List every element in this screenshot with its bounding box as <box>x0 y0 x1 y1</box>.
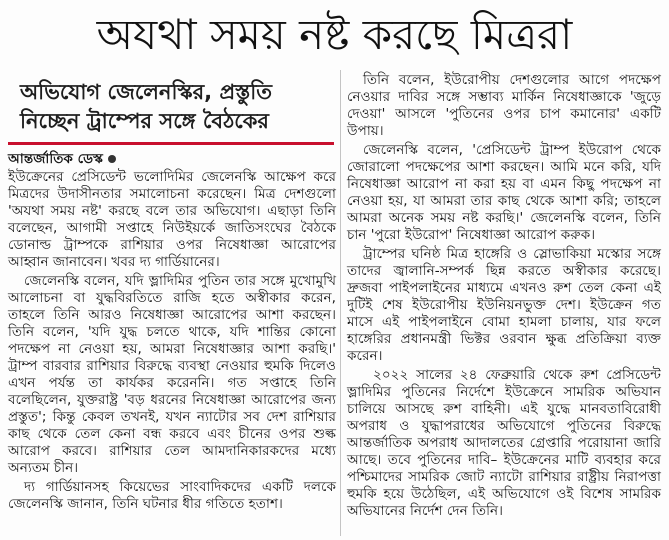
column-divider <box>340 70 341 536</box>
paragraph: জেলেনস্কি বলেন, 'প্রেসিডেন্ট ট্রাম্প ইউরোপ থেকে জোরালো পদক্ষেপের আশা করছেন। আমি মনে করি, যদি নিষেধাজ্ঞা আরোপ না করা হয় বা এমন কিছু পদক্ষেপ না নেওয়া হয়, যা আমরা তার কাছ থেকে আশা করি; তাহলে আমরা অনেক সময় নষ্ট করছি।' জেলেনস্কি বলেন, তিনি চান 'পুরো ইউরোপ' নিষেধাজ্ঞা আরোপ করুক। <box>347 142 661 243</box>
bullet-icon <box>108 155 116 163</box>
paragraph: জেলেনস্কি বলেন, যদি ভ্লাদিমির পুতিন তার সঙ্গে মুখোমুখি আলোচনা বা যুদ্ধবিরতিতে রাজি হতে অস্বীকার করেন, তাহলে তিনি আরও নিষেধাজ্ঞা আরোপের আশা করছেন। তিনি বলেন, 'যদি যুদ্ধ চলতে থাকে, যদি শান্তির কোনো পদক্ষেপ না নেওয়া হয়, আমরা নিষেধাজ্ঞার আশা করছি।' ট্রাম্প বারবার রাশিয়ার বিরুদ্ধে ব্যবস্থা নেওয়ার হুমকি দিলেও এখন পর্যন্ত তা কার্যকর করেননি। গত সপ্তাহে তিনি বলেছিলেন, যুক্তরাষ্ট্র 'বড় ধরনের নিষেধাজ্ঞা আরোপের জন্য প্রস্তুত'; কিন্তু কেবল তখনই, যখন ন্যাটোর সব দেশ রাশিয়ার কাছ থেকে তেল কেনা বন্ধ করবে এবং চীনের ওপর শুল্ক আরোপ করবে। রাশিয়ার তেল আমদানিকারকদের মধ্যে অন্যতম চীন। <box>8 273 336 476</box>
subheadline-line-1: অভিযোগ জেলেনস্কির, প্রস্তুতি <box>20 80 272 104</box>
byline <box>8 151 336 168</box>
paragraph: ট্রাম্পের ঘনিষ্ঠ মিত্র হাঙ্গেরি ও স্লোভাকিয়া মস্কোর সঙ্গে তাদের জ্বালানি-সম্পর্ক ছিন্ন করতে অস্বীকার করেছে। দ্রুজবা পাইপলাইনের মাধ্যমে এখনও রুশ তেল কেনা এই দুটিই শেষ ইউরোপীয় ইউনিয়নভুক্ত দেশ। ইউক্রেন গত মাসে এই পাইপলাইনে বোমা হামলা চালায়, যার ফলে হাঙ্গেরির প্রধানমন্ত্রী ভিক্টর ওরবান ক্ষুব্ধ প্রতিক্রিয়া ব্যক্ত করেন। <box>347 246 661 364</box>
subheadline <box>20 78 336 136</box>
red-accent-rule <box>8 142 334 145</box>
paragraph: তিনি বলেন, ইউরোপীয় দেশগুলোর আগে পদক্ষেপ নেওয়ার দাবির সঙ্গে সম্ভাব্য মার্কিন নিষেধাজ্ঞাকে 'জুড়ে দেওয়া' আসলে 'পুতিনের ওপর চাপ কমানোর' একটি উপায়। <box>347 72 661 139</box>
paragraph: দ্য গার্ডিয়ানসহ কিয়েভের সাংবাদিকদের একটি দলকে জেলেনস্কি জানান, তিনি ঘটনার ধীর গতিতে হতাশ। <box>8 479 336 512</box>
subheadline-line-2: নিচ্ছেন ট্রাম্পের সঙ্গে বৈঠকের <box>20 109 269 133</box>
right-column <box>347 72 661 522</box>
byline-text: আন্তর্জাতিক ডেস্ক <box>8 151 103 167</box>
paragraph: ২০২২ সালের ২৪ ফেব্রুয়ারি থেকে রুশ প্রেসিডেন্ট ভ্লাদিমির পুতিনের নির্দেশে ইউক্রেনে সামরিক অভিযান চালিয়ে আসছে রুশ বাহিনী। এই যুদ্ধে মানবতাবিরোধী অপরাধ ও যুদ্ধাপরাধের অভিযোগে পুতিনের বিরুদ্ধে আন্তর্জাতিক অপরাধ আদালতের গ্রেপ্তারি পরোয়ানা জারি আছে। তবে পুতিনের দাবি– ইউক্রেনের মাটি ব্যবহার করে পশ্চিমাদের সামরিক জোট ন্যাটো রাশিয়ার রাষ্ট্রীয় নিরাপত্তা হুমকি হয়ে উঠেছিল, এই অভিযোগে ওই বিশেষ সামরিক অভিযানের নির্দেশ দেন তিনি। <box>347 367 661 519</box>
headline: অযথা সময় নষ্ট করছে মিত্ররা <box>96 10 573 59</box>
left-column <box>8 151 336 515</box>
paragraph: ইউক্রেনের প্রেসিডেন্ট ভলোদিমির জেলেনস্কি আক্ষেপ করে মিত্রদের উদাসীনতার সমালোচনা করেছেন। মিত্র দেশগুলো 'অযথা সময় নষ্ট' করছে বলে তার অভিযোগ। এছাড়া তিনি বলেছেন, আগামী সপ্তাহে নিউইয়র্কে জাতিসংঘের বৈঠকে ডোনাল্ড ট্রাম্পকে রাশিয়ার ওপর নিষেধাজ্ঞা আরোপের আহ্বান জানাবেন। খবর দ্য গার্ডিয়ানের। <box>8 169 336 270</box>
